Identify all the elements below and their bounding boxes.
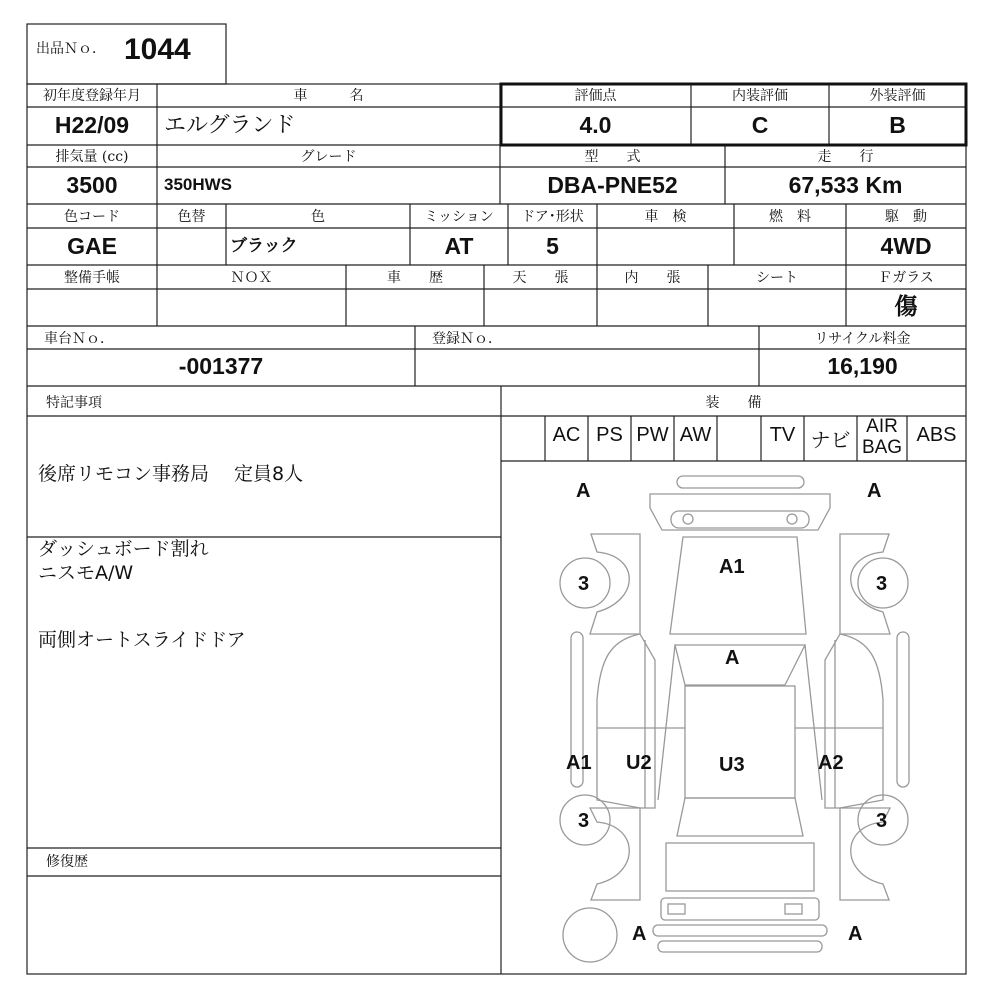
lot-label: 出品Ｎｏ． <box>36 41 106 57</box>
model-value: DBA-PNE52 <box>547 172 678 198</box>
maintenance-label: 整備手帳 <box>64 270 120 286</box>
displacement-value: 3500 <box>66 172 118 198</box>
equip-tv: TV <box>769 424 796 446</box>
notes-label: 特記事項 <box>46 395 102 411</box>
model-label: 型 式 <box>584 149 641 165</box>
mark-windshield: A <box>725 647 740 669</box>
exterior-value: B <box>889 112 906 138</box>
right-front-door <box>825 634 883 808</box>
front-bumper <box>677 476 804 488</box>
mileage-value: 67,533 Km <box>788 172 903 198</box>
interior-trim-label: 内 張 <box>624 270 681 286</box>
score-value: 4.0 <box>579 112 612 138</box>
exterior-label: 外装評価 <box>869 88 926 104</box>
drive-value: 4WD <box>880 233 932 259</box>
windshield <box>675 645 805 685</box>
f-glass-value: 傷 <box>894 293 918 320</box>
left-front-fender <box>590 534 640 634</box>
equip-abs: ABS <box>916 424 957 446</box>
interior-label: 内装評価 <box>732 88 788 104</box>
score-label: 評価点 <box>574 88 617 104</box>
door-shape-label: ドア･形状 <box>521 209 584 225</box>
lot-number: 1044 <box>124 33 191 66</box>
door-shape-value: 5 <box>546 233 559 259</box>
recycle-label: リサイクル料金 <box>814 331 911 347</box>
tailgate <box>666 843 814 891</box>
mark-tire-rr: 3 <box>876 810 888 832</box>
chassis-label: 車台Ｎｏ． <box>44 331 114 347</box>
chassis-value: -001377 <box>178 353 264 379</box>
roof <box>685 686 795 798</box>
equip-navi: ナビ <box>810 430 851 452</box>
equip-ac: AC <box>552 424 581 446</box>
registration-label: 登録Ｎｏ． <box>432 331 502 347</box>
nox-label: ＮＯＸ <box>230 270 273 286</box>
mark-rear-left: A <box>632 923 647 945</box>
mark-left-door: U2 <box>626 752 652 774</box>
transmission-label: ミッション <box>424 209 494 225</box>
equip-pw: PW <box>636 424 669 446</box>
f-glass-label: Ｆガラス <box>878 270 934 286</box>
equip-ps: PS <box>596 424 623 446</box>
drive-label: 駆 動 <box>885 209 927 225</box>
mark-left-side: A1 <box>566 752 592 774</box>
left-rear-fender <box>590 808 640 900</box>
mileage-label: 走 行 <box>817 149 874 165</box>
note-line-3: ニスモA/W <box>38 562 134 584</box>
mark-tire-rl: 3 <box>578 810 590 832</box>
equip-air: AIR <box>866 416 898 437</box>
grade-value: 350HWS <box>164 175 233 194</box>
mark-hood: A1 <box>719 556 745 578</box>
color-code-label: 色コード <box>64 209 120 225</box>
displacement-label: 排気量 (cc) <box>55 149 129 165</box>
note-line-1: 後席リモコン事務局 定員8人 <box>38 463 304 485</box>
fuel-label: 燃 料 <box>769 209 811 225</box>
note-line-2: ダッシュボード割れ <box>38 538 209 560</box>
color-code-value: GAE <box>67 233 117 259</box>
grade-label: グレード <box>300 149 357 165</box>
inspection-label: 車 検 <box>644 209 687 225</box>
mark-roof: U3 <box>719 754 745 776</box>
recycle-value: 16,190 <box>827 353 898 379</box>
note-line-4: 両側オートスライドドア <box>38 629 246 651</box>
left-front-door <box>597 634 655 808</box>
equip-aw: AW <box>679 424 712 446</box>
spare-tire <box>563 908 617 962</box>
first-reg-label: 初年度登録年月 <box>43 88 141 104</box>
mark-front-right: A <box>867 480 882 502</box>
car-name-label: 車 名 <box>293 88 364 104</box>
interior-value: C <box>751 112 769 138</box>
mark-right-side: A2 <box>818 752 844 774</box>
transmission-value: AT <box>444 233 474 259</box>
equipment-label: 装 備 <box>705 395 762 411</box>
hood <box>670 537 806 634</box>
first-reg-value: H22/09 <box>54 112 130 138</box>
mark-tire-fl: 3 <box>578 573 590 595</box>
mark-front-left: A <box>576 480 591 502</box>
mark-tire-fr: 3 <box>876 573 888 595</box>
seat-label: シート <box>756 270 798 286</box>
color-label: 色 <box>311 209 325 225</box>
right-side-skirt <box>897 632 909 787</box>
car-name-value: エルグランド <box>164 112 296 137</box>
color-value: ブラック <box>230 236 298 255</box>
roof-label: 天 張 <box>512 270 569 286</box>
history-label: 車 歴 <box>387 270 443 286</box>
equip-bag: BAG <box>861 437 903 458</box>
rear-window <box>677 798 803 836</box>
repair-history-label: 修復歴 <box>46 854 88 870</box>
color-change-label: 色替 <box>177 209 206 225</box>
mark-rear-right: A <box>848 923 863 945</box>
front-grille <box>650 494 830 530</box>
